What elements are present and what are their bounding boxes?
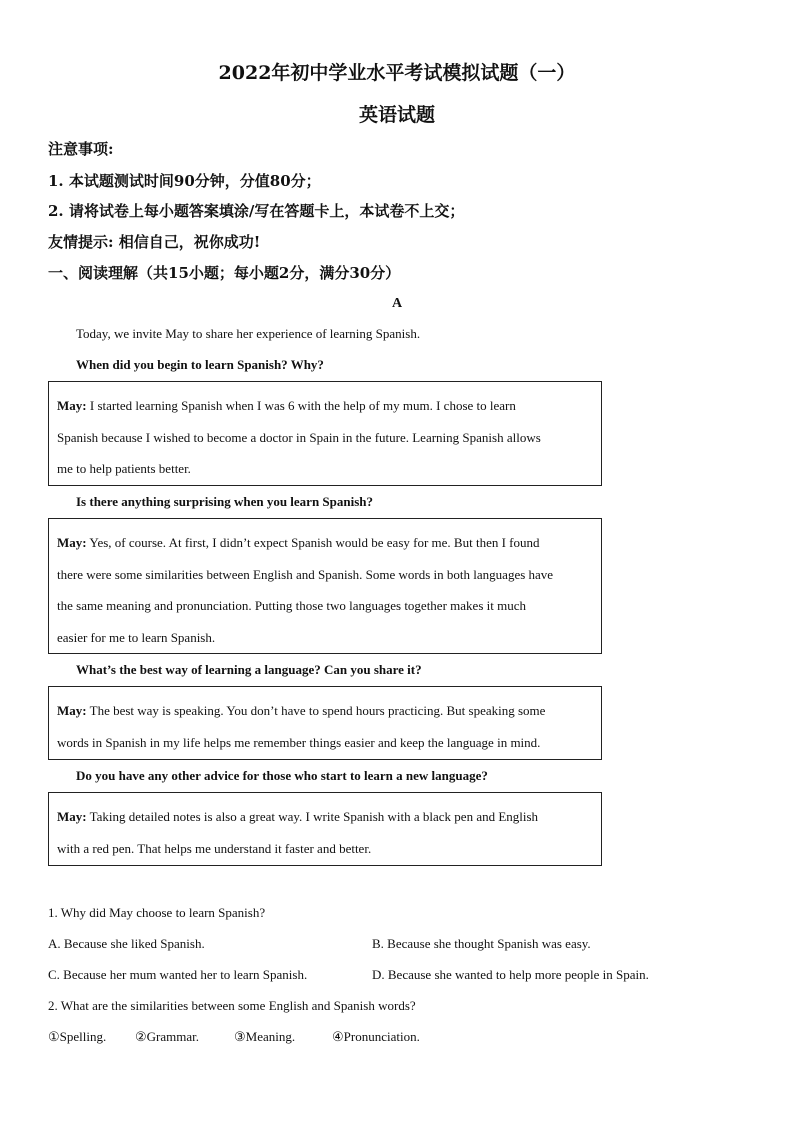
answer-box-1 [48,381,602,486]
interview-question-1: When did you begin to learn Spanish? Why? [76,357,324,372]
interview-question-4: Do you have any other advice for those who start to learn a new language? [76,768,488,783]
answer-box-3 [48,686,602,760]
answer-line: May: The best way is speaking. You don’t have to spend hours practicing. But speaking some [57,703,546,718]
question-2-stem: 2. What are the similarities between some English and Spanish words? [48,998,416,1013]
answer-box-4 [48,792,602,866]
question-1-option-a[interactable]: A. Because she liked Spanish. [48,936,205,951]
answer-line: May: I started learning Spanish when I was 6 with the help of my mum. I chose to learn [57,398,516,413]
speaker-label: May: [57,703,87,718]
question-2-option-2[interactable]: ②Grammar. [135,1029,199,1044]
speaker-label: May: [57,398,87,413]
interview-question-3: What’s the best way of learning a language? Can you share it? [76,662,422,677]
exam-title: 2022年初中学业水平考试模拟试题（一） [218,62,576,84]
passage-label: A [391,296,403,311]
answer-line: words in Spanish in my life helps me remember things easier and keep the language in mind. [57,734,541,750]
question-1-option-c[interactable]: C. Because her mum wanted her to learn Spanish. [48,967,308,982]
question-2-option-3[interactable]: ③Meaning. [234,1029,296,1044]
question-1-option-d[interactable]: D. Because she wanted to help more people in Spain. [372,967,649,982]
interview-question-2: Is there anything surprising when you learn Spanish? [76,494,374,509]
question-2-option-1[interactable]: ①Spelling. [48,1029,107,1044]
speaker-label: May: [57,535,87,550]
answer-line: Spanish because I wished to become a doctor in Spain in the future. Learning Spanish allows [57,429,541,445]
notes-item-1: 1. 本试题测试时间90分钟，分值80分； [48,172,321,190]
section-heading: 一、阅读理解（共15小题；每小题2分，满分30分） [48,264,401,282]
answer-line: the same meaning and pronunciation. Putting those two languages together makes it much [57,598,526,613]
answer-line: there were some similarities between English and Spanish. Some words in both languages have [57,566,554,582]
notes-heading: 注意事项: [48,140,114,158]
question-1-option-b[interactable]: B. Because she thought Spanish was easy. [372,936,591,951]
question-1-stem: 1. Why did May choose to learn Spanish? [48,905,266,920]
notes-item-2: 2. 请将试卷上每小题答案填涂/写在答题卡上，本试卷不上交； [48,202,465,220]
speaker-label: May: [57,809,87,824]
tip-text: 友情提示: 相信自己，祝你成功! [48,233,261,251]
answer-box-2 [48,518,602,654]
question-2-option-4[interactable]: ④Pronunciation. [332,1029,420,1044]
passage-intro: Today, we invite May to share her experience of learning Spanish. [76,326,421,341]
answer-line: with a red pen. That helps me understand it faster and better. [57,840,372,856]
answer-line: May: Yes, of course. At first, I didn’t expect Spanish would be easy for me. But then I found [57,535,540,550]
answer-line: easier for me to learn Spanish. [57,629,216,645]
exam-subtitle: 英语试题 [358,104,435,126]
answer-line: me to help patients better. [57,461,191,476]
answer-line: May: Taking detailed notes is also a great way. I write Spanish with a black pen and English [57,809,539,824]
